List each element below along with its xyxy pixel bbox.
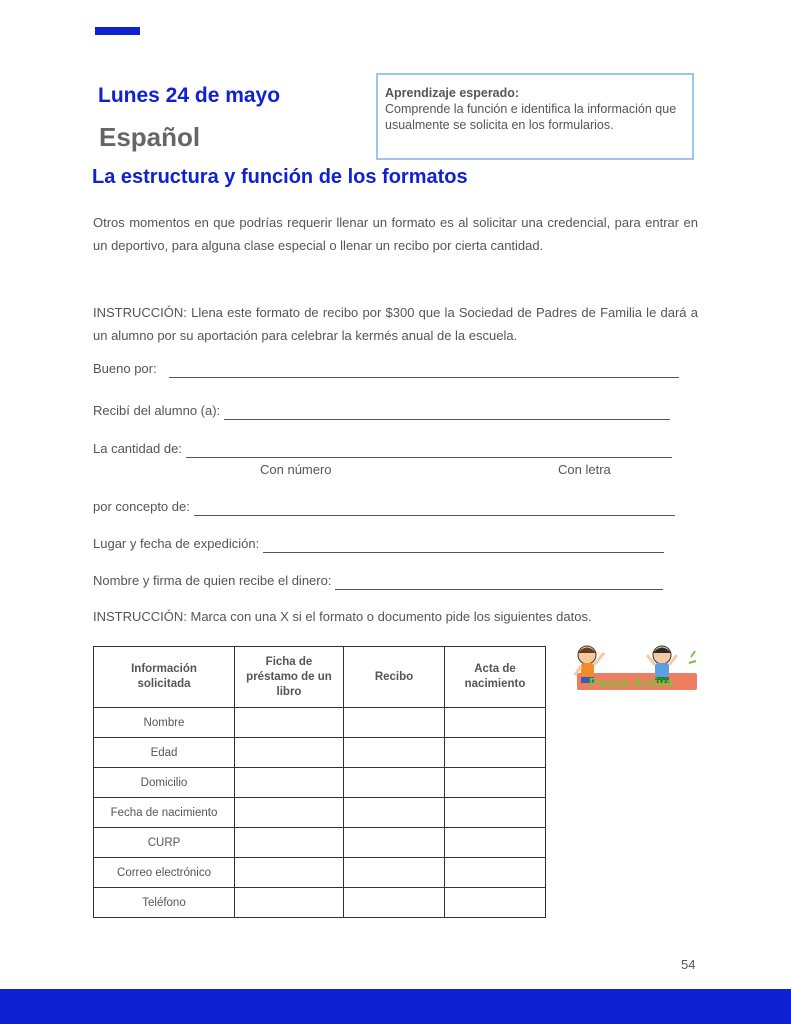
page-number: 54 xyxy=(681,957,696,972)
label-con-letra: Con letra xyxy=(558,462,611,477)
check-cell-acta[interactable] xyxy=(445,798,546,828)
label-con-numero: Con número xyxy=(260,462,332,477)
check-cell-recibo[interactable] xyxy=(344,798,445,828)
form-label-cantidad: La cantidad de: xyxy=(93,441,182,456)
pausa-activa-label: Pausa Activa xyxy=(589,675,674,690)
check-cell-ficha[interactable] xyxy=(235,708,344,738)
intro-paragraph: Otros momentos en que podrías requerir llenar un formato es al solicitar una credencial, para entrar en un deportivo, para alguna clase especial o llenar un recibo por cierta cantidad. xyxy=(93,215,698,253)
lesson-title: La estructura y función de los formatos xyxy=(92,166,468,188)
form-label-lugar-fecha: Lugar y fecha de expedición: xyxy=(93,536,260,551)
instruction-receipt: INSTRUCCIÓN: Llena este formato de recibo por $300 que la Sociedad de Padres de Familia le dará a un alumno por su aportación para celebrar la kermés anual de la escuela. xyxy=(93,305,698,343)
form-label-concepto: por concepto de: xyxy=(93,499,190,514)
check-cell-acta[interactable] xyxy=(445,888,546,918)
check-cell-acta[interactable] xyxy=(445,738,546,768)
blank-lugar-fecha[interactable] xyxy=(263,540,664,553)
check-cell-recibo[interactable] xyxy=(344,708,445,738)
blank-nombre-firma[interactable] xyxy=(335,577,663,590)
column-header-ficha: Ficha de préstamo de un libro xyxy=(235,647,344,708)
form-row-recibi xyxy=(93,402,670,420)
table-row xyxy=(94,768,546,798)
check-cell-ficha[interactable] xyxy=(235,738,344,768)
check-cell-acta[interactable] xyxy=(445,858,546,888)
top-accent-bar xyxy=(95,27,140,35)
subject-heading: Español xyxy=(99,122,201,152)
learning-outcome-box xyxy=(376,73,694,160)
row-label: Fecha de nacimiento xyxy=(94,798,235,828)
row-label: Correo electrónico xyxy=(94,858,235,888)
learning-outcome-text: Comprende la función e identifica la información que usualmente se solicita en los formularios. xyxy=(385,102,677,132)
row-label: Edad xyxy=(94,738,235,768)
blank-bueno-por[interactable] xyxy=(169,365,679,378)
data-checklist-table xyxy=(93,646,546,918)
row-label: Teléfono xyxy=(94,888,235,918)
blank-concepto[interactable] xyxy=(194,503,675,516)
blank-cantidad[interactable] xyxy=(186,445,672,458)
check-cell-ficha[interactable] xyxy=(235,888,344,918)
form-row-lugar-fecha xyxy=(93,535,664,553)
table-row xyxy=(94,738,546,768)
table-row xyxy=(94,858,546,888)
table-row xyxy=(94,888,546,918)
form-label-nombre-firma: Nombre y firma de quien recibe el dinero: xyxy=(93,573,332,588)
table-row xyxy=(94,828,546,858)
table-row xyxy=(94,798,546,828)
check-cell-ficha[interactable] xyxy=(235,828,344,858)
check-cell-acta[interactable] xyxy=(445,708,546,738)
bottom-band xyxy=(0,989,791,1024)
instruction-table: INSTRUCCIÓN: Marca con una X si el formato o documento pide los siguientes datos. xyxy=(93,609,592,624)
check-cell-ficha[interactable] xyxy=(235,858,344,888)
row-label: Nombre xyxy=(94,708,235,738)
table-header-row xyxy=(94,647,546,708)
row-label: CURP xyxy=(94,828,235,858)
column-header-informacion: Información solicitada xyxy=(94,647,235,708)
check-cell-acta[interactable] xyxy=(445,828,546,858)
date-heading: Lunes 24 de mayo xyxy=(98,84,281,107)
column-header-recibo: Recibo xyxy=(344,647,445,708)
check-cell-recibo[interactable] xyxy=(344,858,445,888)
check-cell-ficha[interactable] xyxy=(235,798,344,828)
form-row-cantidad xyxy=(93,440,672,458)
check-cell-acta[interactable] xyxy=(445,768,546,798)
check-cell-recibo[interactable] xyxy=(344,828,445,858)
pausa-activa-badge xyxy=(573,643,698,697)
form-label-recibi: Recibí del alumno (a): xyxy=(93,403,221,418)
check-cell-recibo[interactable] xyxy=(344,888,445,918)
learning-outcome-label: Aprendizaje esperado: xyxy=(385,86,520,100)
form-row-concepto xyxy=(93,498,675,516)
check-cell-recibo[interactable] xyxy=(344,738,445,768)
check-cell-recibo[interactable] xyxy=(344,768,445,798)
row-label: Domicilio xyxy=(94,768,235,798)
form-row-nombre-firma xyxy=(93,572,663,590)
table-row xyxy=(94,708,546,738)
blank-recibi[interactable] xyxy=(224,407,670,420)
column-header-acta: Acta de nacimiento xyxy=(445,647,546,708)
check-cell-ficha[interactable] xyxy=(235,768,344,798)
form-label-bueno-por: Bueno por: xyxy=(93,361,157,376)
form-row-bueno-por xyxy=(93,360,679,378)
